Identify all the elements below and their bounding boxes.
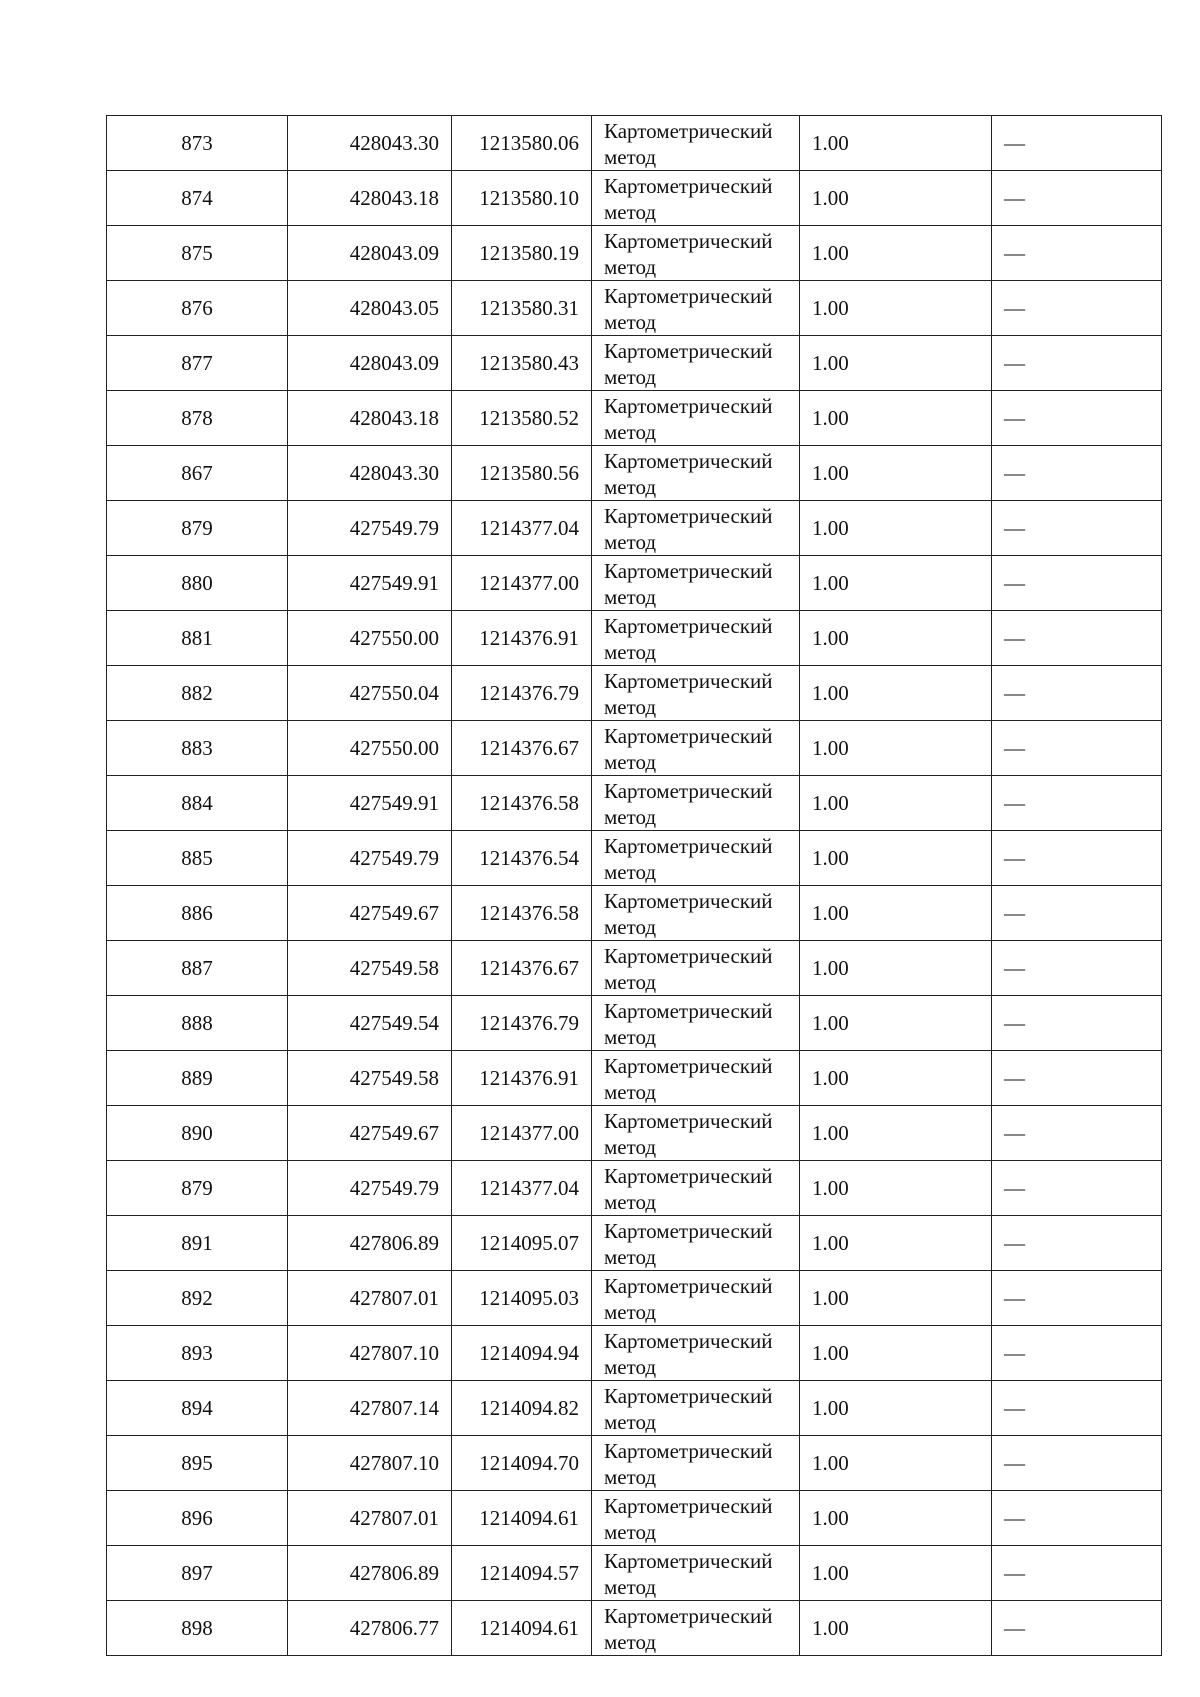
- table-row: [107, 1271, 1162, 1326]
- y-coordinate-cell: 1214094.61: [452, 1491, 592, 1546]
- point-number-cell: 882: [107, 666, 288, 721]
- accuracy-cell: 1.00: [800, 941, 992, 996]
- accuracy-cell: 1.00: [800, 1161, 992, 1216]
- method-text-line2: метод: [604, 1630, 657, 1654]
- method-cell: [592, 556, 800, 611]
- accuracy-cell: 1.00: [800, 116, 992, 171]
- table-row: [107, 281, 1162, 336]
- table-row: [107, 1051, 1162, 1106]
- method-text-line2: метод: [604, 805, 657, 829]
- y-coordinate-cell: 1213580.43: [452, 336, 592, 391]
- method-text-line1: Картометрический: [604, 614, 773, 638]
- method-cell: [592, 226, 800, 281]
- method-cell: [592, 501, 800, 556]
- method-cell: [592, 391, 800, 446]
- method-cell: [592, 1216, 800, 1271]
- point-number-cell: 879: [107, 1161, 288, 1216]
- accuracy-cell: 1.00: [800, 1271, 992, 1326]
- method-text-line1: Картометрический: [604, 1494, 773, 1518]
- table-row: [107, 996, 1162, 1051]
- table-row: [107, 556, 1162, 611]
- y-coordinate-cell: 1214095.03: [452, 1271, 592, 1326]
- method-text-line2: метод: [604, 970, 657, 994]
- accuracy-cell: 1.00: [800, 666, 992, 721]
- accuracy-cell: 1.00: [800, 1326, 992, 1381]
- method-cell: [592, 941, 800, 996]
- method-text-line2: метод: [604, 1025, 657, 1049]
- table-row: [107, 1216, 1162, 1271]
- accuracy-cell: 1.00: [800, 611, 992, 666]
- x-coordinate-cell: 427549.58: [288, 1051, 452, 1106]
- method-text-line1: Картометрический: [604, 1219, 773, 1243]
- point-number-cell: 890: [107, 1106, 288, 1161]
- y-coordinate-cell: 1213580.56: [452, 446, 592, 501]
- y-coordinate-cell: 1214376.67: [452, 721, 592, 776]
- method-text-line2: метод: [604, 585, 657, 609]
- method-text-line1: Картометрический: [604, 999, 773, 1023]
- method-text-line2: метод: [604, 420, 657, 444]
- description-cell: —: [992, 1491, 1162, 1546]
- point-number-cell: 891: [107, 1216, 288, 1271]
- description-cell: —: [992, 1601, 1162, 1656]
- method-text-line2: метод: [604, 1410, 657, 1434]
- method-cell: [592, 886, 800, 941]
- x-coordinate-cell: 428043.18: [288, 391, 452, 446]
- method-text-line1: Картометрический: [604, 119, 773, 143]
- method-text-line2: метод: [604, 640, 657, 664]
- method-text-line2: метод: [604, 200, 657, 224]
- table-row: [107, 391, 1162, 446]
- x-coordinate-cell: 427549.67: [288, 886, 452, 941]
- point-number-cell: 896: [107, 1491, 288, 1546]
- accuracy-cell: 1.00: [800, 996, 992, 1051]
- point-number-cell: 875: [107, 226, 288, 281]
- method-text-line1: Картометрический: [604, 834, 773, 858]
- method-cell: [592, 1601, 800, 1656]
- method-text-line2: метод: [604, 1575, 657, 1599]
- x-coordinate-cell: 427549.67: [288, 1106, 452, 1161]
- description-cell: —: [992, 336, 1162, 391]
- y-coordinate-cell: 1214094.82: [452, 1381, 592, 1436]
- point-number-cell: 881: [107, 611, 288, 666]
- method-text-line1: Картометрический: [604, 449, 773, 473]
- method-text-line1: Картометрический: [604, 394, 773, 418]
- description-cell: —: [992, 886, 1162, 941]
- method-cell: [592, 996, 800, 1051]
- method-text-line1: Картометрический: [604, 779, 773, 803]
- point-number-cell: 888: [107, 996, 288, 1051]
- point-number-cell: 880: [107, 556, 288, 611]
- point-number-cell: 879: [107, 501, 288, 556]
- x-coordinate-cell: 427550.04: [288, 666, 452, 721]
- y-coordinate-cell: 1213580.52: [452, 391, 592, 446]
- table-row: [107, 1546, 1162, 1601]
- y-coordinate-cell: 1214376.91: [452, 1051, 592, 1106]
- x-coordinate-cell: 428043.05: [288, 281, 452, 336]
- table-body: [107, 116, 1162, 1656]
- y-coordinate-cell: 1214376.58: [452, 776, 592, 831]
- y-coordinate-cell: 1214094.61: [452, 1601, 592, 1656]
- point-number-cell: 887: [107, 941, 288, 996]
- x-coordinate-cell: 427549.91: [288, 556, 452, 611]
- method-text-line2: метод: [604, 915, 657, 939]
- point-number-cell: 885: [107, 831, 288, 886]
- method-text-line1: Картометрический: [604, 1109, 773, 1133]
- accuracy-cell: 1.00: [800, 1106, 992, 1161]
- y-coordinate-cell: 1214377.00: [452, 556, 592, 611]
- method-text-line1: Картометрический: [604, 1164, 773, 1188]
- y-coordinate-cell: 1214377.04: [452, 501, 592, 556]
- accuracy-cell: 1.00: [800, 336, 992, 391]
- accuracy-cell: 1.00: [800, 1051, 992, 1106]
- method-cell: [592, 1546, 800, 1601]
- description-cell: —: [992, 1216, 1162, 1271]
- table-row: [107, 831, 1162, 886]
- method-cell: [592, 281, 800, 336]
- point-number-cell: 898: [107, 1601, 288, 1656]
- description-cell: —: [992, 941, 1162, 996]
- accuracy-cell: 1.00: [800, 391, 992, 446]
- description-cell: —: [992, 1271, 1162, 1326]
- description-cell: —: [992, 996, 1162, 1051]
- accuracy-cell: 1.00: [800, 226, 992, 281]
- x-coordinate-cell: 427807.01: [288, 1271, 452, 1326]
- method-text-line1: Картометрический: [604, 339, 773, 363]
- x-coordinate-cell: 427806.77: [288, 1601, 452, 1656]
- x-coordinate-cell: 427807.01: [288, 1491, 452, 1546]
- description-cell: —: [992, 556, 1162, 611]
- x-coordinate-cell: 428043.09: [288, 226, 452, 281]
- description-cell: —: [992, 1326, 1162, 1381]
- x-coordinate-cell: 427807.14: [288, 1381, 452, 1436]
- table-row: [107, 501, 1162, 556]
- y-coordinate-cell: 1214376.79: [452, 996, 592, 1051]
- method-cell: [592, 611, 800, 666]
- description-cell: —: [992, 776, 1162, 831]
- method-text-line2: метод: [604, 1355, 657, 1379]
- point-number-cell: 894: [107, 1381, 288, 1436]
- table-row: [107, 1381, 1162, 1436]
- method-text-line2: метод: [604, 310, 657, 334]
- point-number-cell: 897: [107, 1546, 288, 1601]
- point-number-cell: 893: [107, 1326, 288, 1381]
- y-coordinate-cell: 1213580.10: [452, 171, 592, 226]
- y-coordinate-cell: 1214095.07: [452, 1216, 592, 1271]
- point-number-cell: 874: [107, 171, 288, 226]
- method-text-line2: метод: [604, 1520, 657, 1544]
- method-text-line2: метод: [604, 1245, 657, 1269]
- description-cell: —: [992, 611, 1162, 666]
- method-text-line2: метод: [604, 530, 657, 554]
- x-coordinate-cell: 428043.30: [288, 116, 452, 171]
- accuracy-cell: 1.00: [800, 171, 992, 226]
- accuracy-cell: 1.00: [800, 501, 992, 556]
- method-text-line1: Картометрический: [604, 229, 773, 253]
- y-coordinate-cell: 1214376.67: [452, 941, 592, 996]
- y-coordinate-cell: 1213580.06: [452, 116, 592, 171]
- table-row: [107, 1161, 1162, 1216]
- method-cell: [592, 1161, 800, 1216]
- method-text-line2: метод: [604, 475, 657, 499]
- x-coordinate-cell: 428043.09: [288, 336, 452, 391]
- description-cell: —: [992, 446, 1162, 501]
- description-cell: —: [992, 281, 1162, 336]
- table-row: [107, 116, 1162, 171]
- coordinates-table: [106, 115, 1162, 1656]
- description-cell: —: [992, 1161, 1162, 1216]
- y-coordinate-cell: 1214094.94: [452, 1326, 592, 1381]
- accuracy-cell: 1.00: [800, 1216, 992, 1271]
- method-text-line1: Картометрический: [604, 944, 773, 968]
- description-cell: —: [992, 1436, 1162, 1491]
- method-cell: [592, 721, 800, 776]
- x-coordinate-cell: 427549.54: [288, 996, 452, 1051]
- method-cell: [592, 666, 800, 721]
- method-text-line1: Картометрический: [604, 284, 773, 308]
- table-row: [107, 666, 1162, 721]
- method-text-line1: Картометрический: [604, 559, 773, 583]
- method-cell: [592, 1326, 800, 1381]
- method-text-line1: Картометрический: [604, 1274, 773, 1298]
- table-row: [107, 1106, 1162, 1161]
- x-coordinate-cell: 428043.18: [288, 171, 452, 226]
- method-text-line1: Картометрический: [604, 669, 773, 693]
- x-coordinate-cell: 427549.91: [288, 776, 452, 831]
- method-text-line2: метод: [604, 255, 657, 279]
- table-row: [107, 1491, 1162, 1546]
- x-coordinate-cell: 428043.30: [288, 446, 452, 501]
- table-row: [107, 611, 1162, 666]
- table-row: [107, 226, 1162, 281]
- x-coordinate-cell: 427806.89: [288, 1546, 452, 1601]
- method-cell: [592, 1106, 800, 1161]
- method-text-line2: метод: [604, 1465, 657, 1489]
- method-text-line1: Картометрический: [604, 1054, 773, 1078]
- point-number-cell: 876: [107, 281, 288, 336]
- point-number-cell: 895: [107, 1436, 288, 1491]
- accuracy-cell: 1.00: [800, 886, 992, 941]
- method-text-line2: метод: [604, 695, 657, 719]
- x-coordinate-cell: 427806.89: [288, 1216, 452, 1271]
- method-text-line1: Картометрический: [604, 1549, 773, 1573]
- y-coordinate-cell: 1213580.19: [452, 226, 592, 281]
- table-row: [107, 336, 1162, 391]
- table-row: [107, 446, 1162, 501]
- method-cell: [592, 336, 800, 391]
- x-coordinate-cell: 427807.10: [288, 1436, 452, 1491]
- description-cell: —: [992, 171, 1162, 226]
- x-coordinate-cell: 427550.00: [288, 611, 452, 666]
- x-coordinate-cell: 427549.58: [288, 941, 452, 996]
- method-text-line2: метод: [604, 145, 657, 169]
- accuracy-cell: 1.00: [800, 776, 992, 831]
- y-coordinate-cell: 1214376.91: [452, 611, 592, 666]
- accuracy-cell: 1.00: [800, 1381, 992, 1436]
- accuracy-cell: 1.00: [800, 721, 992, 776]
- description-cell: —: [992, 1381, 1162, 1436]
- description-cell: —: [992, 1106, 1162, 1161]
- description-cell: —: [992, 1546, 1162, 1601]
- accuracy-cell: 1.00: [800, 446, 992, 501]
- table-row: [107, 721, 1162, 776]
- method-text-line1: Картометрический: [604, 1329, 773, 1353]
- description-cell: —: [992, 1051, 1162, 1106]
- method-text-line1: Картометрический: [604, 504, 773, 528]
- x-coordinate-cell: 427549.79: [288, 831, 452, 886]
- description-cell: —: [992, 116, 1162, 171]
- method-cell: [592, 1381, 800, 1436]
- point-number-cell: 883: [107, 721, 288, 776]
- accuracy-cell: 1.00: [800, 1601, 992, 1656]
- y-coordinate-cell: 1214376.54: [452, 831, 592, 886]
- point-number-cell: 886: [107, 886, 288, 941]
- accuracy-cell: 1.00: [800, 1546, 992, 1601]
- y-coordinate-cell: 1214094.70: [452, 1436, 592, 1491]
- y-coordinate-cell: 1214377.04: [452, 1161, 592, 1216]
- y-coordinate-cell: 1214377.00: [452, 1106, 592, 1161]
- description-cell: —: [992, 391, 1162, 446]
- description-cell: —: [992, 721, 1162, 776]
- description-cell: —: [992, 831, 1162, 886]
- method-cell: [592, 831, 800, 886]
- method-text-line2: метод: [604, 1080, 657, 1104]
- table-row: [107, 1601, 1162, 1656]
- point-number-cell: 877: [107, 336, 288, 391]
- method-cell: [592, 116, 800, 171]
- method-text-line2: метод: [604, 365, 657, 389]
- method-text-line1: Картометрический: [604, 174, 773, 198]
- x-coordinate-cell: 427549.79: [288, 1161, 452, 1216]
- method-cell: [592, 1271, 800, 1326]
- description-cell: —: [992, 226, 1162, 281]
- table-row: [107, 886, 1162, 941]
- accuracy-cell: 1.00: [800, 831, 992, 886]
- method-text-line2: метод: [604, 1135, 657, 1159]
- point-number-cell: 889: [107, 1051, 288, 1106]
- table-row: [107, 171, 1162, 226]
- y-coordinate-cell: 1213580.31: [452, 281, 592, 336]
- point-number-cell: 873: [107, 116, 288, 171]
- method-cell: [592, 1436, 800, 1491]
- y-coordinate-cell: 1214094.57: [452, 1546, 592, 1601]
- method-cell: [592, 776, 800, 831]
- table-row: [107, 776, 1162, 831]
- point-number-cell: 878: [107, 391, 288, 446]
- y-coordinate-cell: 1214376.58: [452, 886, 592, 941]
- point-number-cell: 892: [107, 1271, 288, 1326]
- method-cell: [592, 446, 800, 501]
- accuracy-cell: 1.00: [800, 281, 992, 336]
- method-text-line1: Картометрический: [604, 1439, 773, 1463]
- accuracy-cell: 1.00: [800, 1491, 992, 1546]
- method-text-line1: Картометрический: [604, 724, 773, 748]
- y-coordinate-cell: 1214376.79: [452, 666, 592, 721]
- point-number-cell: 867: [107, 446, 288, 501]
- method-cell: [592, 1491, 800, 1546]
- table-row: [107, 941, 1162, 996]
- table-row: [107, 1326, 1162, 1381]
- x-coordinate-cell: 427549.79: [288, 501, 452, 556]
- point-number-cell: 884: [107, 776, 288, 831]
- method-text-line2: метод: [604, 1300, 657, 1324]
- x-coordinate-cell: 427550.00: [288, 721, 452, 776]
- method-text-line1: Картометрический: [604, 889, 773, 913]
- description-cell: —: [992, 666, 1162, 721]
- accuracy-cell: 1.00: [800, 1436, 992, 1491]
- method-text-line2: метод: [604, 860, 657, 884]
- method-cell: [592, 171, 800, 226]
- method-cell: [592, 1051, 800, 1106]
- method-text-line2: метод: [604, 750, 657, 774]
- method-text-line1: Картометрический: [604, 1604, 773, 1628]
- description-cell: —: [992, 501, 1162, 556]
- table-row: [107, 1436, 1162, 1491]
- method-text-line2: метод: [604, 1190, 657, 1214]
- method-text-line1: Картометрический: [604, 1384, 773, 1408]
- x-coordinate-cell: 427807.10: [288, 1326, 452, 1381]
- accuracy-cell: 1.00: [800, 556, 992, 611]
